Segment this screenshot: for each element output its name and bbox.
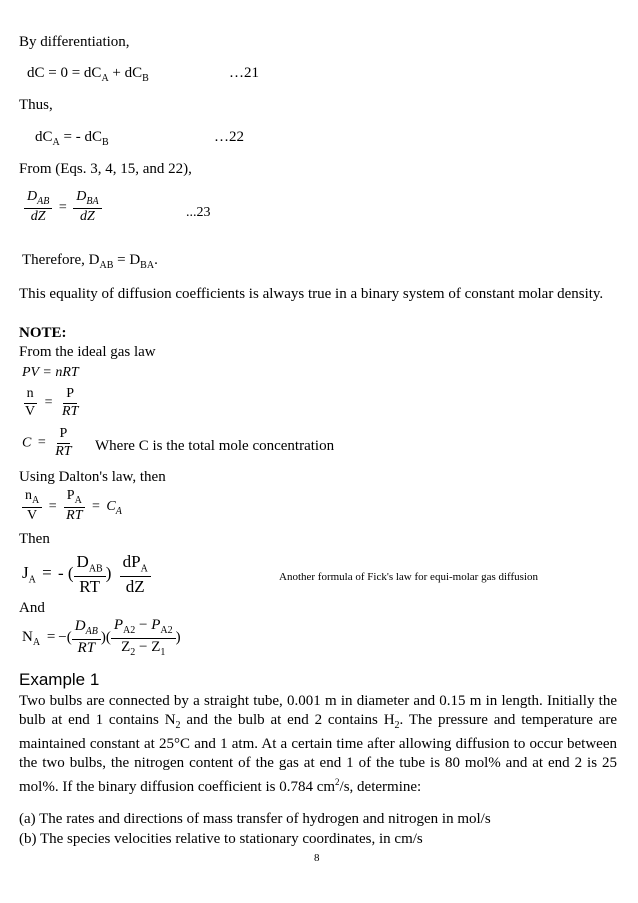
- text-thus: Thus,: [19, 97, 53, 113]
- fraction-dab-dz: $\frac{D_{AB}}{dZ}$: [24, 190, 52, 225]
- equation-22: $dC_A$ = - $dC_B$: [35, 129, 109, 148]
- text-ideal-gas: From the ideal gas law: [19, 344, 156, 360]
- text-and: And: [19, 600, 45, 616]
- equation-21: dC = $0 = dC_A + dC_B$: [27, 65, 149, 84]
- page-number: 8: [314, 852, 320, 864]
- equation-21-number: …21: [229, 65, 259, 81]
- equation-c-concentration: C = $\frac{P}{RT}$: [22, 426, 72, 459]
- heading-note: NOTE:: [19, 325, 67, 341]
- equation-23-number: ...23: [186, 205, 211, 220]
- equation-22-number: …22: [214, 129, 244, 145]
- text-another-formula: Another formula of Fick's law for equi-molar gas diffusion: [279, 571, 538, 583]
- equation-dalton: $\frac{n_A}{V}$ = $\frac{P_A}{RT}$ = $C_A$: [22, 489, 122, 524]
- equation-molar-flux: $N_A$ = −( $\frac{D_{AB}}{RT}$ )( $\frac{P_{A2} - P_{A2}}{Z_2 - Z_1}$ ): [22, 617, 181, 658]
- text-from-eqs: From (Eqs. 3, 4, 15, and 22),: [19, 161, 192, 177]
- text-then: Then: [19, 531, 50, 547]
- text-by-differentiation: By differentiation,: [19, 34, 130, 50]
- text-where-c: Where C is the total mole concentration: [95, 438, 335, 454]
- text-therefore: Therefore, $D_{AB} = D_{BA}$.: [22, 252, 158, 271]
- text-dalton: Using Dalton's law, then: [19, 469, 166, 485]
- equation-ideal-gas: PV = nRT: [22, 365, 79, 380]
- paragraph-example-1: Two bulbs are connected by a straight tube, 0.001 m in diameter and 0.15 m in length. Initially the bulb at end 1 contains $N_2$ and the bulb at end 2 contains $H_2$. The pressure and temperature are maintained constant at 25°C and 1 atm. At a certain time after allowing diffusion to occur between the two bulbs, the nitrogen content of the gas at end 1 of the tube is 80 mol% and at end 2 is 25 mol%. If the binary diffusion coefficient is 0.784 $cm^2/s$, determine:: [19, 693, 617, 795]
- equation-fick-flux: $J_A$ = - ( $\frac{D_{AB}}{RT}$ ) $\frac{dP_A}{dZ}$: [22, 553, 151, 596]
- heading-example-1: Example 1: [19, 670, 100, 689]
- text-part-b: (b) The species velocities relative to stationary coordinates, in cm/s: [19, 831, 423, 847]
- equation-n-over-v: $\frac{n}{V}$ = $\frac{P}{RT}$: [25, 386, 79, 419]
- paragraph-equality: This equality of diffusion coefficients is always true in a binary system of constant molar density.: [19, 286, 604, 302]
- fraction-dba-dz: $\frac{D_{BA}}{dZ}$: [73, 190, 101, 225]
- text-part-a: (a) The rates and directions of mass transfer of hydrogen and nitrogen in mol/s: [19, 811, 491, 827]
- equation-23: $\frac{D_{AB}}{dZ}$ = $\frac{D_{BA}}{dZ}$: [24, 190, 102, 225]
